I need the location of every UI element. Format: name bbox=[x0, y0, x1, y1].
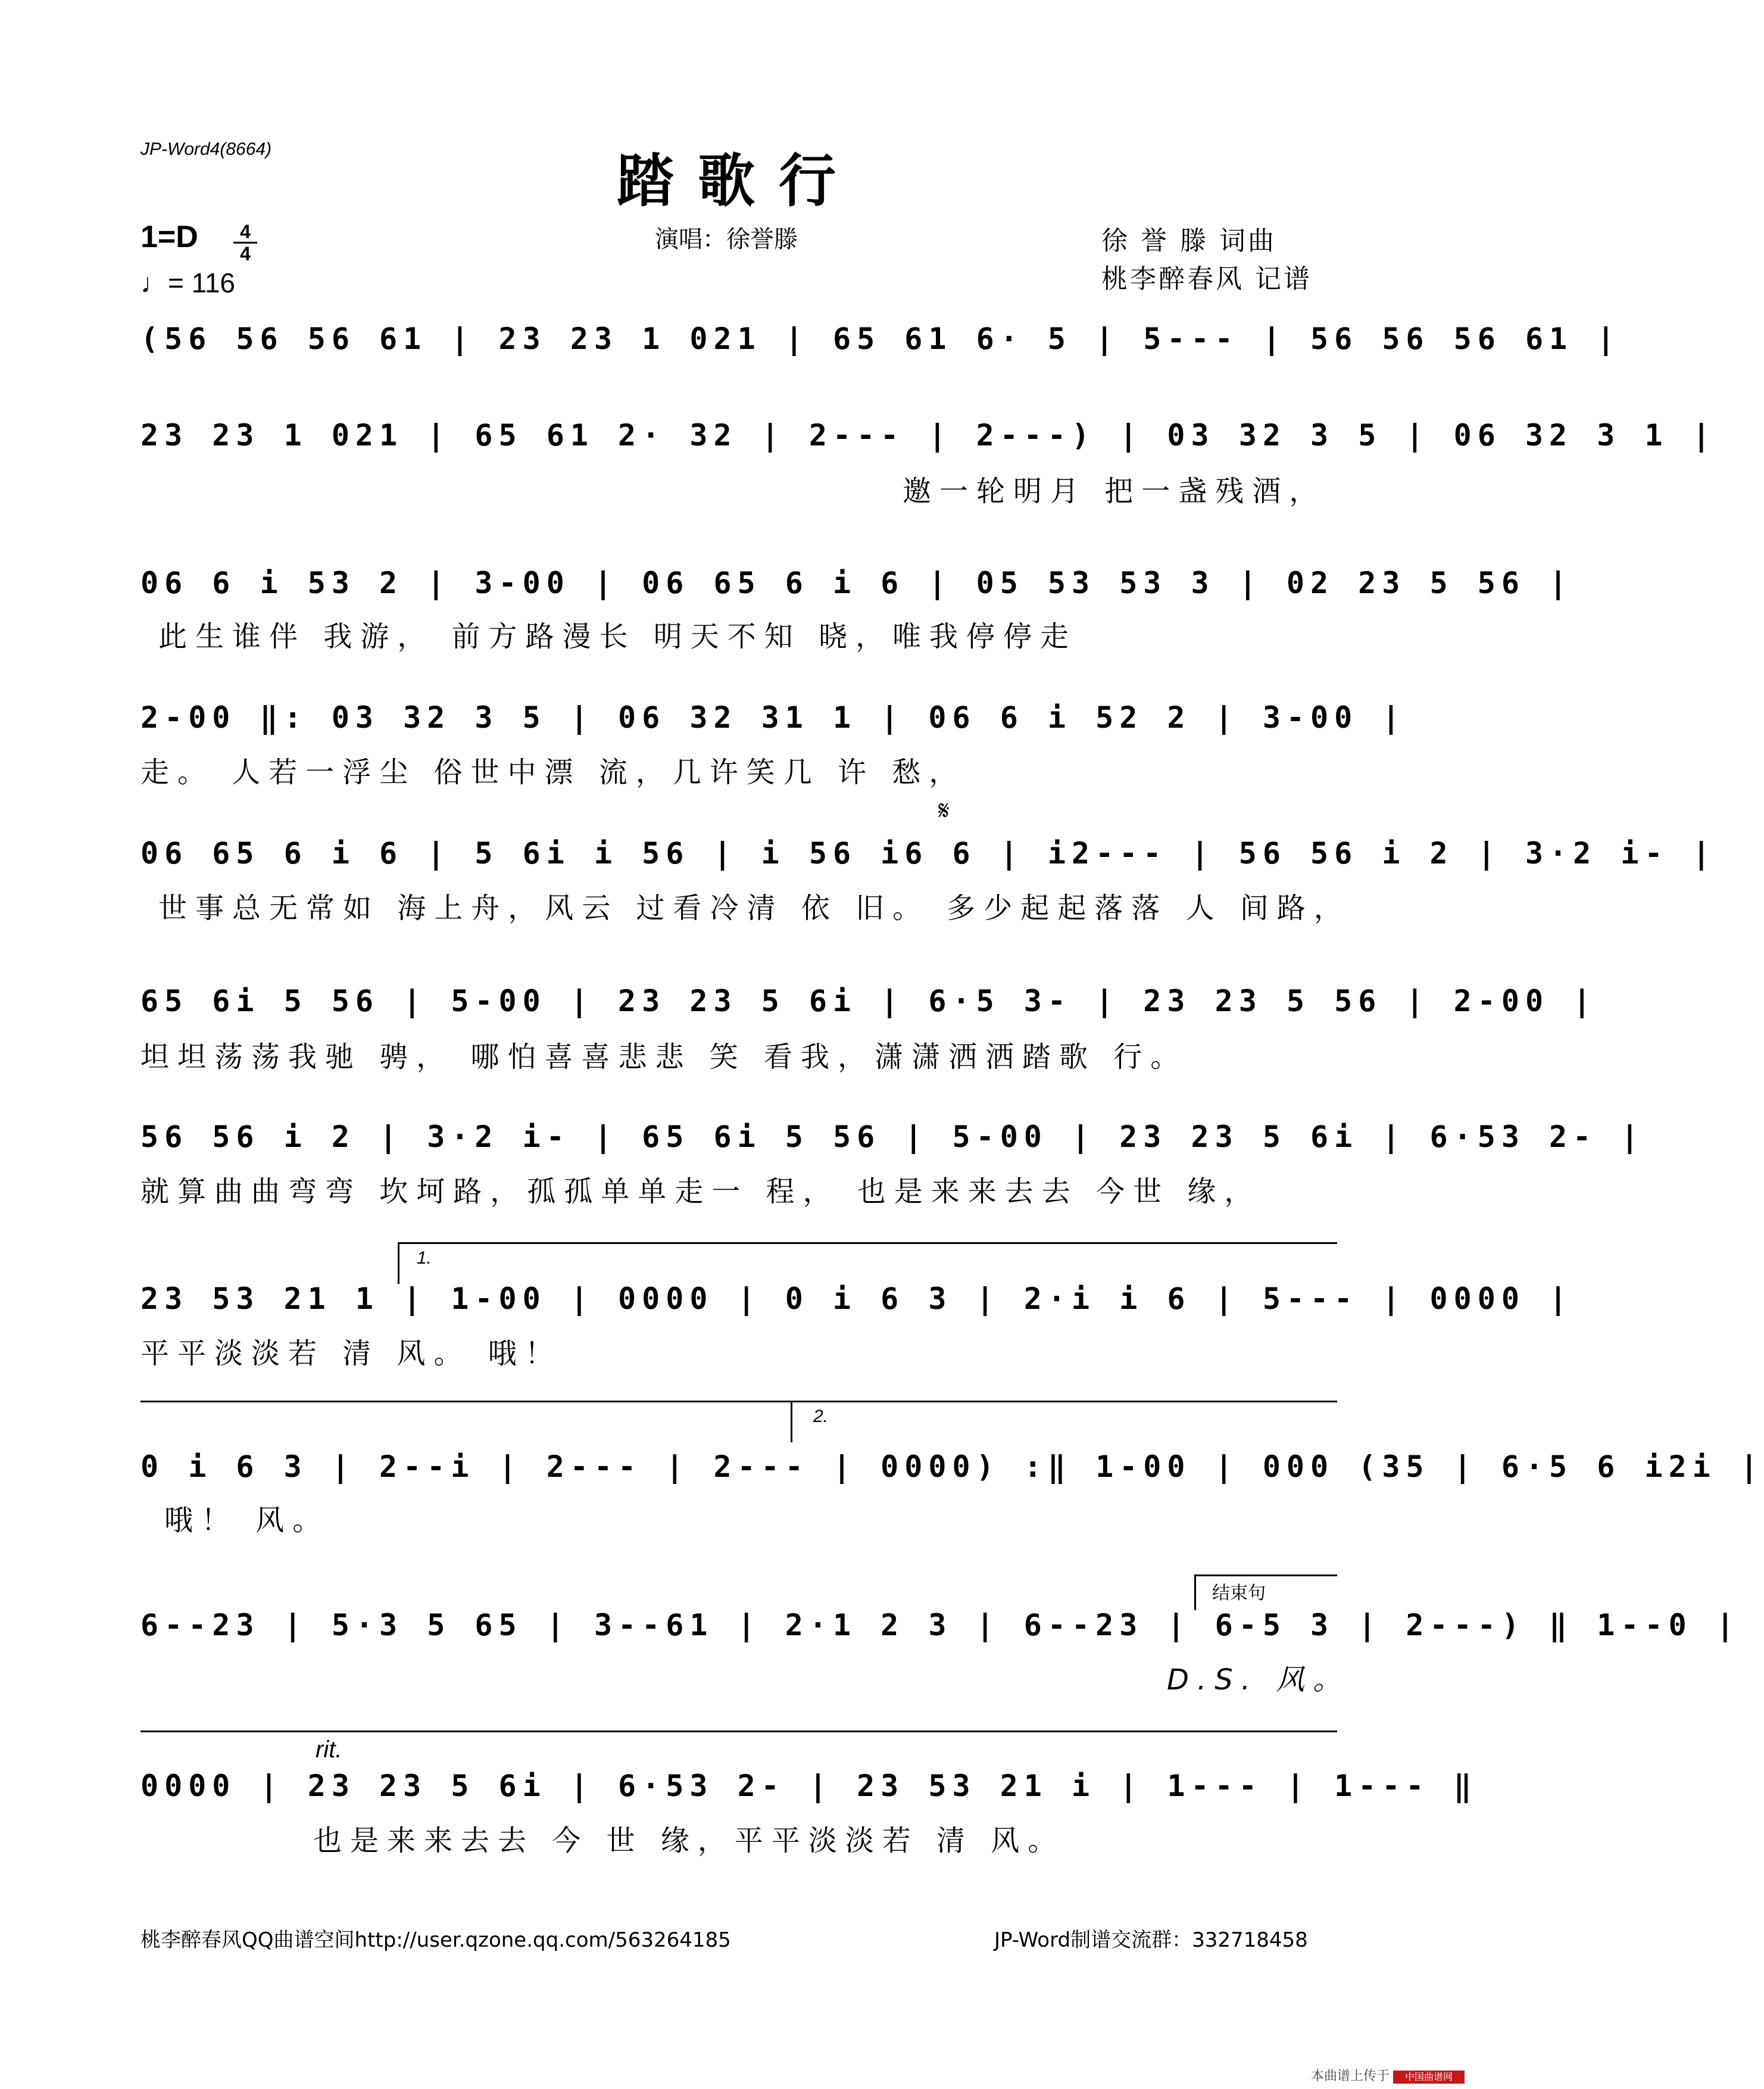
score-system-10-notes: 6--23 | 5·3 5 65 | 3--61 | 2·1 2 3 | 6--23 | 6-5 3 | 2---) ‖ 1--0 | bbox=[141, 1608, 1740, 1642]
transcriber-credit: 桃李醉春风 记谱 bbox=[1101, 264, 1312, 294]
time-signature bbox=[233, 222, 257, 264]
segno-sign: 𝄋 bbox=[938, 796, 950, 826]
lyricist-composer-credit: 徐 誉 滕 词曲 bbox=[1101, 226, 1276, 256]
software-label: JP-Word4(8664) bbox=[141, 139, 272, 159]
score-system-4-lyrics: 走。 人若一浮尘 俗世中漂 流，几许笑几 许 愁， bbox=[141, 756, 966, 789]
time-signature-bottom: 4 bbox=[240, 243, 251, 264]
score-system-10-lyrics: D.S. 风。 bbox=[1167, 1663, 1350, 1697]
coda-label: 结束句 bbox=[1212, 1583, 1266, 1603]
first-ending-bracket bbox=[398, 1242, 1337, 1244]
score-system-6-notes: 65 6i 5 56 | 5-00 | 23 23 5 6i | 6·5 3- | 23 23 5 56 | 2-00 | bbox=[141, 984, 1597, 1018]
site-watermark bbox=[1311, 2066, 1465, 2084]
first-ending-continuation bbox=[141, 1401, 791, 1402]
score-system-11-notes: 0000 | 23 23 5 6i | 6·53 2- | 23 53 21 i | 1--- | 1--- ‖ bbox=[141, 1769, 1478, 1803]
score-system-9-lyrics: 哦！ 风。 bbox=[164, 1504, 330, 1537]
footer-right-text: JP-Word制谱交流群：332718458 bbox=[994, 1928, 1308, 1952]
second-ending-bracket bbox=[791, 1401, 1337, 1402]
score-system-2-lyrics: 邀一轮明月 把一盏残酒， bbox=[903, 475, 1326, 508]
ritardando-mark: rit. bbox=[316, 1736, 342, 1763]
score-system-2-notes: 23 23 1 021 | 65 61 2· 32 | 2--- | 2---) | 03 32 3 5 | 06 32 3 1 | bbox=[141, 418, 1716, 453]
score-system-3-lyrics: 此生谁伴 我游， 前方路漫长 明天不知 晓，唯我停停走 bbox=[158, 620, 1078, 653]
singer-credit: 演唱：徐誉滕 bbox=[655, 226, 798, 253]
score-system-11-lyrics: 也是来来去去 今 世 缘，平平淡淡若 清 风。 bbox=[313, 1824, 1065, 1857]
tempo-marking: ♩= 116 bbox=[141, 267, 235, 298]
key-signature: 1=D bbox=[141, 220, 198, 254]
score-system-1-notes: (56 56 56 61 | 23 23 1 021 | 65 61 6· 5 | 5--- | 56 56 56 61 | bbox=[141, 322, 1621, 356]
score-system-3-notes: 06 6 i 53 2 | 3-00 | 06 65 6 i 6 | 05 53 53 3 | 02 23 5 56 | bbox=[141, 566, 1573, 600]
score-system-7-lyrics: 就算曲曲弯弯 坎坷路，孤孤单单走一 程， 也是来来去去 今世 缘， bbox=[141, 1175, 1262, 1208]
second-ending-label: 2. bbox=[813, 1407, 829, 1426]
watermark-text: 本曲谱上传于 bbox=[1310, 2069, 1390, 2084]
time-signature-top: 4 bbox=[240, 221, 251, 242]
watermark-logo: 中国曲谱网 bbox=[1393, 2071, 1465, 2084]
score-system-8-lyrics: 平平淡淡若 清 风。 哦！ bbox=[141, 1337, 562, 1370]
score-system-5-notes: 06 65 6 i 6 | 5 6i i 56 | i 56 i6 6 | i2--- | 56 56 i 2 | 3·2 i- | bbox=[141, 836, 1716, 871]
score-system-8-notes: 23 53 21 1 | 1-00 | 0000 | 0 i 6 3 | 2·i i 6 | 5--- | 0000 | bbox=[141, 1282, 1573, 1316]
score-system-5-lyrics: 世事总无常如 海上舟，风云 过看冷清 依 旧。 多少起起落落 人 间路， bbox=[158, 891, 1351, 925]
score-system-7-notes: 56 56 i 2 | 3·2 i- | 65 6i 5 56 | 5-00 | 23 23 5 6i | 6·53 2- | bbox=[141, 1120, 1645, 1154]
score-system-9-notes: 0 i 6 3 | 2--i | 2--- | 2--- | 0000) :‖ 1-00 | 000 (35 | 6·5 6 i2i | bbox=[141, 1449, 1764, 1484]
score-system-6-lyrics: 坦坦荡荡我驰 骋， 哪怕喜喜悲悲 笑 看我，潇潇洒洒踏歌 行。 bbox=[141, 1040, 1188, 1074]
system-11-top-line bbox=[141, 1731, 1337, 1732]
coda-bracket bbox=[1194, 1574, 1337, 1576]
first-ending-label: 1. bbox=[417, 1248, 432, 1268]
coda-bracket-left bbox=[1194, 1574, 1196, 1610]
first-ending-bracket-left bbox=[398, 1242, 399, 1284]
second-ending-bracket-left bbox=[791, 1401, 792, 1442]
song-title: 踏歌行 bbox=[617, 147, 860, 214]
score-system-4-notes: 2-00 ‖: 03 32 3 5 | 06 32 31 1 | 06 6 i 52 2 | 3-00 | bbox=[141, 700, 1406, 735]
footer-left-text: 桃李醉春风QQ曲谱空间http://user.qzone.qq.com/563264185 bbox=[141, 1928, 731, 1952]
